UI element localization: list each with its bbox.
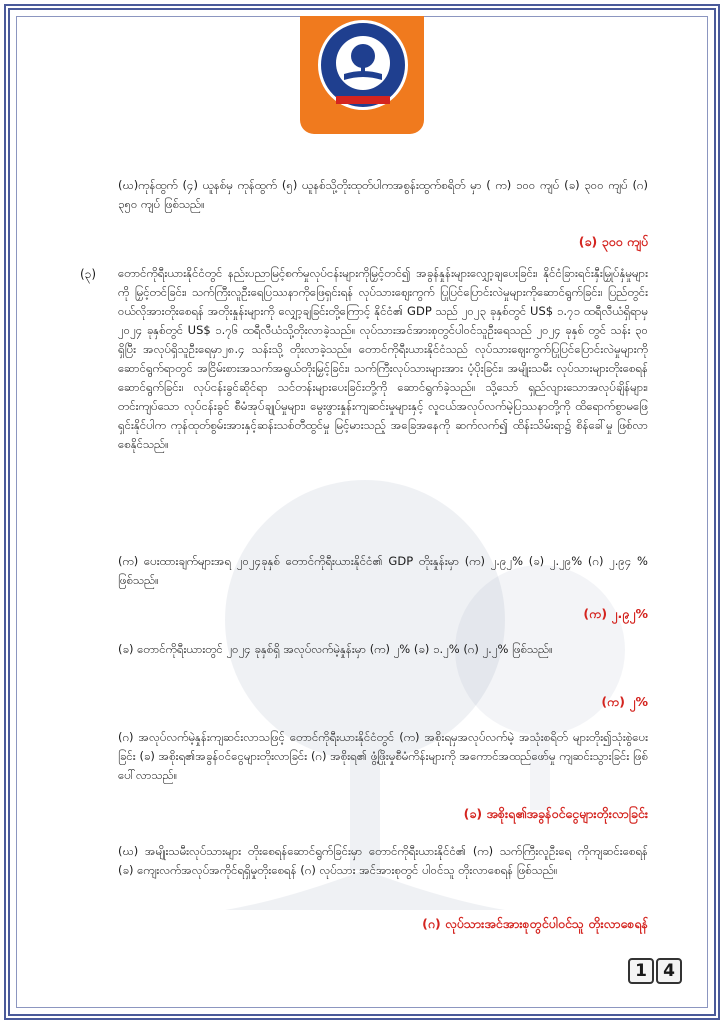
question-number: (၃) — [80, 267, 97, 281]
page-number-digit-2: 4 — [656, 958, 682, 984]
answer-gha-2: (ဂ) လုပ်သားအင်အားစုတွင်ပါဝင်သူ တိုးလာစေရန် — [422, 916, 648, 931]
logo-ribbon — [336, 96, 390, 104]
answer-ga: (ခ) အစိုးရ၏အခွန်ဝင်ငွေများတိုးလာခြင်း — [463, 806, 648, 821]
question-gha: (ဃ)ကုန်ထွက် (၄) ယူနစ်မှ ကုန်ထွက် (၅) ယူနစ်သို့တိုးထုတ်ပါကအစွန်းထွက်စရိတ် မှာ ( က) ၁၀၀ ကျပ် (ခ) ၃၀၀ ကျပ် (ဂ) ၃၅၀ ကျပ် ဖြစ်သည်။ — [118, 178, 648, 211]
answer-ka: (က) ၂.၉၂% — [583, 606, 648, 621]
tree-book-emblem-icon — [336, 36, 390, 90]
passage-paragraph: တောင်ကိုရီးယားနိုင်ငံတွင် နည်းပညာမြင့်စက်မှုလုပ်ငန်းများကိုမြှင့်တင်၍ အခွန်နှုန်းများလျှော့ချပေးခြင်း၊ နိုင်ငံခြားရင်းနှီးမြှုပ်နှံမှုများကို မြှင့်တင်ခြင်း၊ သက်ကြီးလူဦးရေပြဿနာကိုဖြေရှင်းရန် လုပ်သားဈေးကွက် ပြုပြင်ပြောင်းလဲမှုများကိုဆောင်ရွက်ခြင်း၊ ပြည်တွင်းဝယ်လိုအားတိုးစေရန် အတိုးနှုန်းများကို လျှော့ချခြင်းတို့ကြောင့် နိုင်ငံ၏ GDP သည် ၂၀၂၃ ခုနှစ်တွင် US$ ၁.၇၁ ထရီလီယံရှိရာမှ ၂၀၂၄ ခုနှစ်တွင် US$ ၁.၇၆ ထရီလီယံသို့တိုးလာခဲ့သည်။ လုပ်သားအင်အားစုတွင်ပါဝင်သူဦးရေသည် ၂၀၂၄ ခုနှစ် တွင် သန်း ၃၀ ရှိပြီး အလုပ်ရှိသူဦးရေမှာ၂၈.၄ သန်းသို့ တိုးလာခဲ့သည်။ တောင်ကိုရီးယားနိုင်ငံသည် လုပ်သားဈေးကွက်ပြုပြင်ပြောင်းလဲမှုများကိုဆောင်ရွက်ရာတွင် အငြိမ်းစားအသက်အရွယ်တိုးမြှင့်ခြင်း၊ သက်ကြီးလုပ်သားများအား ပံ့ပိုးခြင်း၊ အမျိုးသမီး လုပ်သားများတိုးစေရန်ဆောင်ရွက်ခြင်း၊ လုပ်ငန်းခွင်ဆိုင်ရာ သင်တန်းများပေးခြင်းတို့ကို ဆောင်ရွက်ခဲ့သည်။ သို့သော် ရှည်လျားသောအလုပ်ချိန်များ၊ တင်းကျပ်သော လုပ်ငန်းခွင် စီမံအုပ်ချုပ်မှုများ၊ မွေးဖွားနှုန်းကျဆင်းမှုများနှင့် လူငယ်အလုပ်လက်မဲ့ပြဿနာတို့ကို ထိရောက်စွာမဖြေရှင်းနိုင်ပါက ကုန်ထုတ်စွမ်းအားနှင့်ဆန်းသစ်တီထွင်မှု မြင့်မားသည့် အခြေအနေကို ဆက်လက်၍ ထိန်းသိမ်းရာ၌ စိန်ခေါ်မှု ဖြစ်လာစေနိုင်သည်။ — [118, 266, 648, 451]
question-kha: (ခ) တောင်ကိုရီးယားတွင် ၂၀၂၄ ခုနှစ်ရှိ အလုပ်လက်မဲ့နှုန်းမှာ (က) ၂% (ခ) ၁.၂% (ဂ) ၂.၂% ဖြစ်သည်။ — [118, 642, 553, 656]
answer-gha: (ခ) ၃၀၀ ကျပ် — [578, 234, 648, 249]
answer-kha: (က) ၂% — [601, 694, 648, 709]
question-gha-2: (ဃ) အမျိုးသမီးလုပ်သားများ တိုးစေရန်ဆောင်ရွက်ခြင်းမှာ တောင်ကိုရီးယားနိုင်ငံ၏ (က) သက်ကြီးလူဦးရေ ကိုကျဆင်းစေရန် (ခ) ကျေးလက်အလုပ်အကိုင်ရရှိမှုတိုးစေရန် (ဂ) လုပ်သား အင်အားစုတွင် ပါဝင်သူ တိုးလာစေရန် ဖြစ်သည်။ — [118, 844, 648, 877]
question-ka: (က) ပေးထားချက်များအရ ၂၀၂၄ခုနှစ် တောင်ကိုရီးယားနိုင်ငံ၏ GDP တိုးနှုန်းမှာ (က) ၂.၉၂% (ခ) ၂.၂၉% (ဂ) ၂.၉၄ % ဖြစ်သည်။ — [118, 554, 648, 587]
question-ga: (ဂ) အလုပ်လက်မဲ့နှုန်းကျဆင်းလာသဖြင့် တောင်ကိုရီးယားနိုင်ငံတွင် (က) အစိုးရမှအလုပ်လက်မဲ့ အသုံးစရိတ် များတိုး၍သုံးစွဲပေးခြင်း (ခ) အစိုးရ၏အခွန်ဝင်ငွေများတိုးလာခြင်း (ဂ) အစိုးရ၏ ဖွံ့ဖြိုးမှုစီမံကိန်းများကို အကောင်အထည်ဖော်မှု ကျဆင်းသွားခြင်း ဖြစ်ပေါ်လာသည်။ — [118, 730, 648, 782]
page-number-digit-1: 1 — [628, 958, 654, 984]
